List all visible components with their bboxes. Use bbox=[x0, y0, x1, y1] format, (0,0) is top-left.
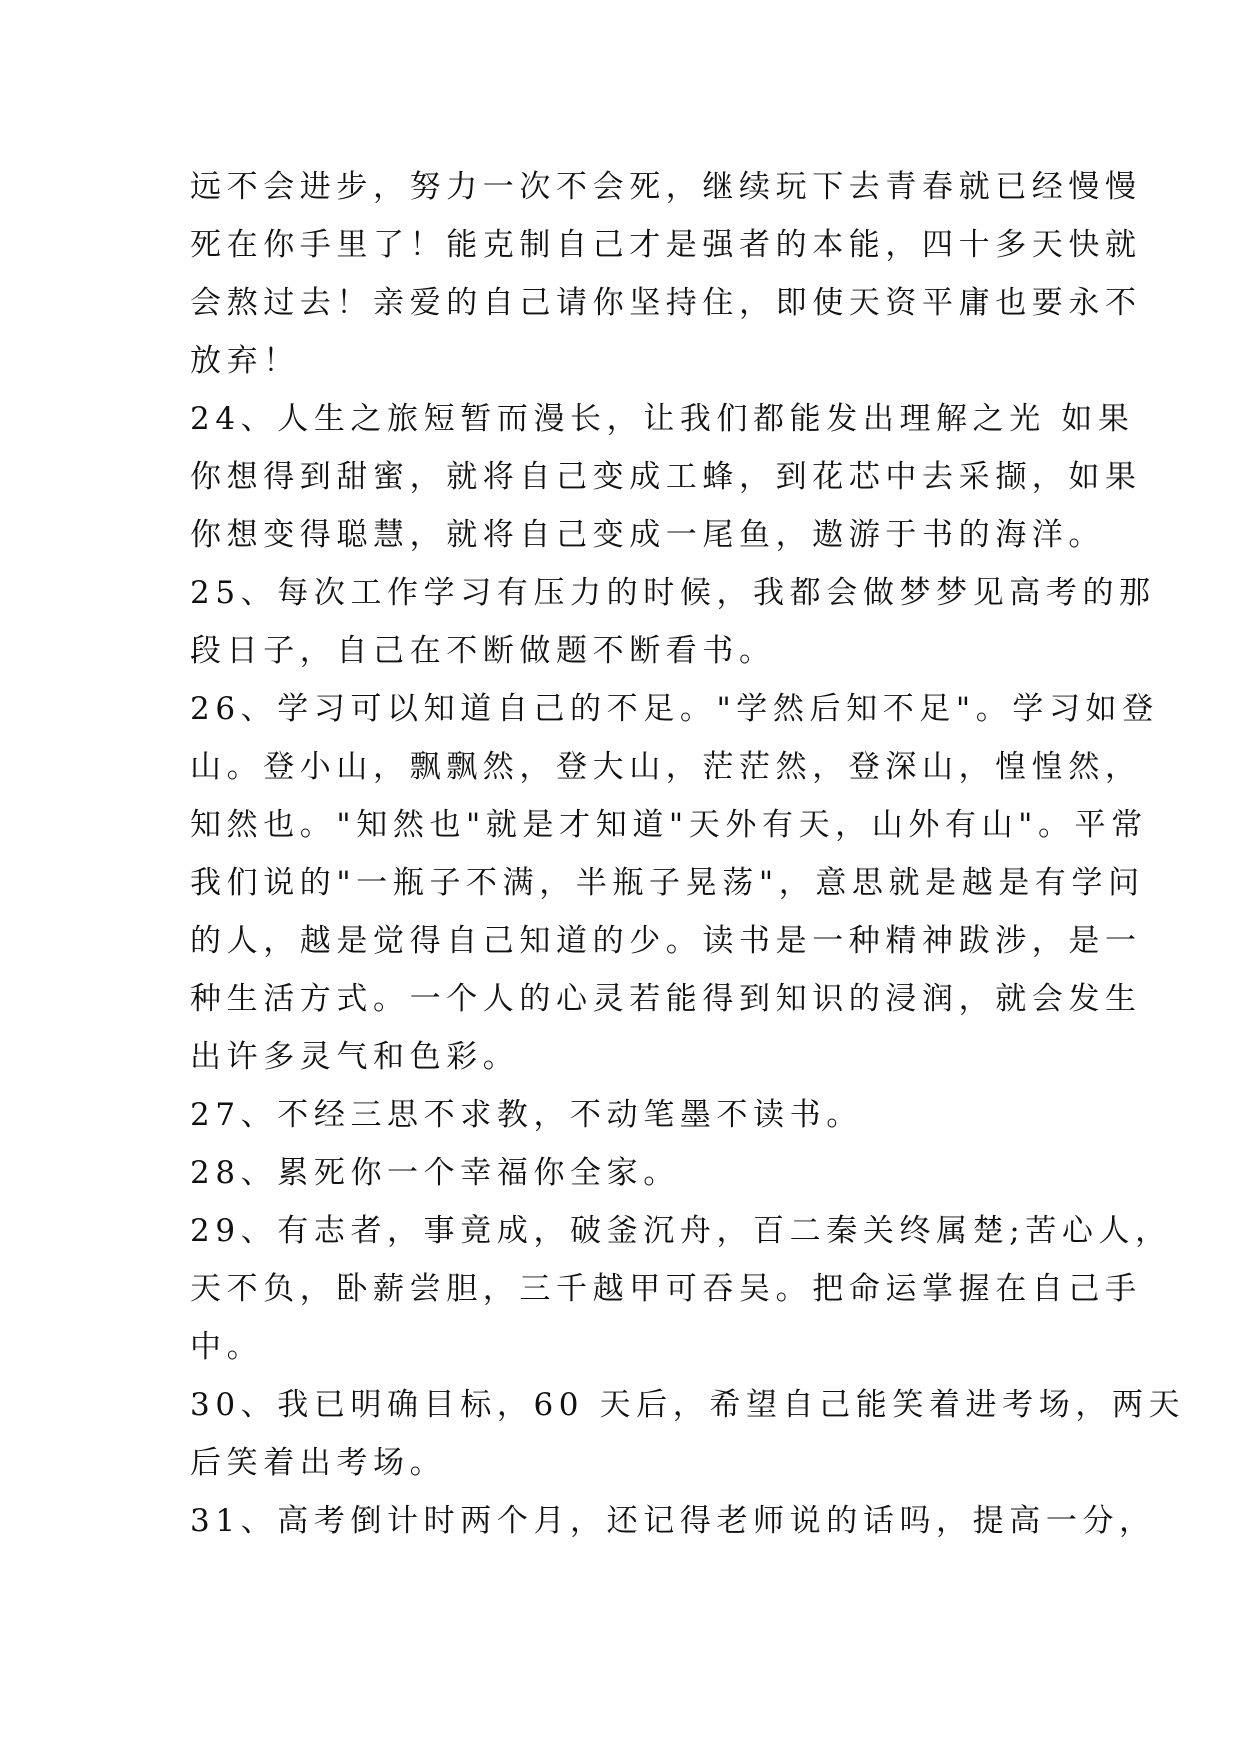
text-line: 24、人生之旅短暂而漫长，让我们都能发出理解之光 如果 bbox=[190, 401, 1135, 437]
text-line: 段日子，自己在不断做题不断看书。 bbox=[190, 633, 776, 669]
text-line: 28、累死你一个幸福你全家。 bbox=[190, 1155, 680, 1191]
text-line: 的人，越是觉得自己知道的少。读书是一种精神跋涉，是一 bbox=[190, 923, 1142, 959]
text-line: 27、不经三思不求教，不动笔墨不读书。 bbox=[190, 1097, 863, 1133]
text-line: 26、学习可以知道自己的不足。"学然后知不足"。学习如登 bbox=[190, 691, 1159, 727]
text-line: 山。登小山，飘飘然，登大山，茫茫然，登深山，惶惶然， bbox=[190, 749, 1142, 785]
text-line: 中。 bbox=[190, 1329, 264, 1365]
document-body bbox=[190, 158, 1186, 1550]
text-line: 30、我已明确目标，60 天后，希望自己能笑着进考场，两天 bbox=[190, 1387, 1186, 1423]
text-line: 放弃！ bbox=[190, 343, 300, 379]
text-line: 死在你手里了！能克制自己才是强者的本能，四十多天快就 bbox=[190, 227, 1142, 263]
text-line: 31、高考倒计时两个月，还记得老师说的话吗，提高一分， bbox=[190, 1503, 1156, 1539]
text-line: 你想得到甜蜜，就将自己变成工蜂，到花芯中去采撷，如果 bbox=[190, 459, 1142, 495]
text-line: 种生活方式。一个人的心灵若能得到知识的浸润，就会发生 bbox=[190, 981, 1142, 1017]
text-line: 25、每次工作学习有压力的时候，我都会做梦梦见高考的那 bbox=[190, 575, 1156, 611]
text-line: 天不负，卧薪尝胆，三千越甲可吞吴。把命运掌握在自己手 bbox=[190, 1271, 1142, 1307]
text-line: 知然也。"知然也"就是才知道"天外有天，山外有山"。平常 bbox=[190, 807, 1148, 843]
text-line: 会熬过去！亲爱的自己请你坚持住，即使天资平庸也要永不 bbox=[190, 285, 1142, 321]
text-line: 你想变得聪慧，就将自己变成一尾鱼，遨游于书的海洋。 bbox=[190, 517, 1105, 553]
text-line: 29、有志者，事竟成，破釜沉舟，百二秦关终属楚;苦心人， bbox=[190, 1213, 1172, 1249]
text-line: 出许多灵气和色彩。 bbox=[190, 1039, 520, 1075]
text-line: 远不会进步，努力一次不会死，继续玩下去青春就已经慢慢 bbox=[190, 169, 1142, 205]
text-line: 后笑着出考场。 bbox=[190, 1445, 447, 1481]
text-line: 我们说的"一瓶子不满，半瓶子晃荡"，意思就是越是有学问 bbox=[190, 865, 1145, 901]
